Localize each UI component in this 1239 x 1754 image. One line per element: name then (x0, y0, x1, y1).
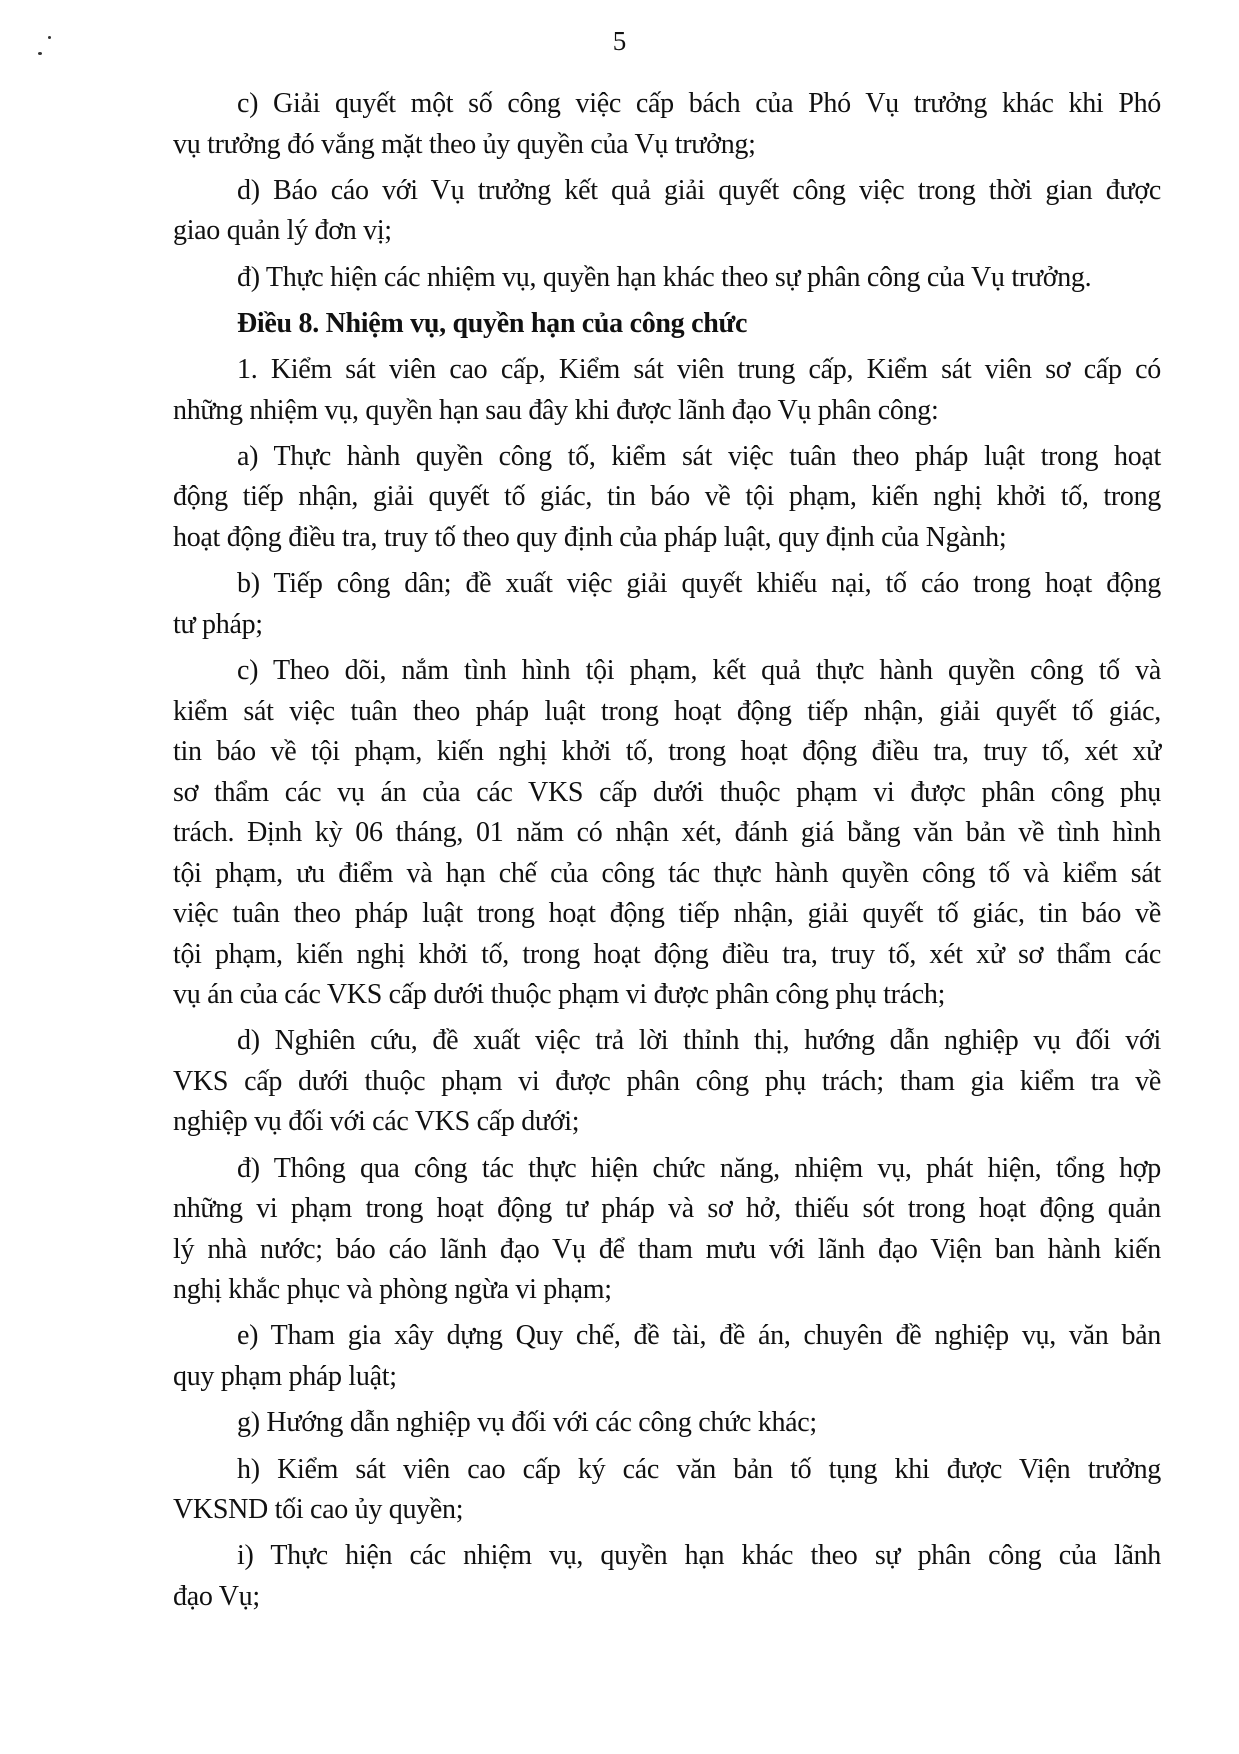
paragraph (173, 651, 1161, 1016)
text-line: vụ án của các VKS cấp dưới thuộc phạm vi được phân công phụ trách; (173, 979, 946, 1011)
paragraph (173, 1316, 1161, 1397)
text-line: nghiệp vụ đối với các VKS cấp dưới; (173, 1106, 580, 1138)
text-line: đ) Thực hiện các nhiệm vụ, quyền hạn khác theo sự phân công của Vụ trưởng. (237, 261, 1092, 293)
paragraph (173, 171, 1161, 252)
text-line: i) Thực hiện các nhiệm vụ, quyền hạn khác theo sự phân công của lãnh (237, 1540, 1161, 1572)
text-line: giao quản lý đơn vị; (173, 215, 392, 247)
text-line: nghị khắc phục và phòng ngừa vi phạm; (173, 1274, 612, 1306)
text-line: b) Tiếp công dân; đề xuất việc giải quyết khiếu nại, tố cáo trong hoạt động (237, 568, 1161, 600)
text-line: tin báo về tội phạm, kiến nghị khởi tố, trong hoạt động điều tra, truy tố, xét xử (173, 736, 1161, 768)
paragraph (173, 564, 1161, 645)
text-line: c) Theo dõi, nắm tình hình tội phạm, kết quả thực hành quyền công tố và (237, 655, 1161, 687)
text-line: đạo Vụ; (173, 1580, 260, 1612)
scan-speck (48, 36, 51, 39)
text-line: động tiếp nhận, giải quyết tố giác, tin báo về tội phạm, kiến nghị khởi tố, trong (173, 481, 1161, 513)
article-heading (173, 304, 1161, 345)
text-line: d) Báo cáo với Vụ trưởng kết quả giải quyết công việc trong thời gian được (237, 174, 1161, 206)
text-line: tội phạm, kiến nghị khởi tố, trong hoạt động điều tra, truy tố, xét xử sơ thẩm các (173, 938, 1161, 970)
paragraph (173, 1536, 1161, 1617)
text-line: 1. Kiểm sát viên cao cấp, Kiểm sát viên trung cấp, Kiểm sát viên sơ cấp có (237, 354, 1161, 386)
paragraph (173, 84, 1161, 165)
text-line: quy phạm pháp luật; (173, 1360, 397, 1392)
text-line: Điều 8. Nhiệm vụ, quyền hạn của công chức (237, 307, 748, 339)
text-line: việc tuân theo pháp luật trong hoạt động tiếp nhận, giải quyết tố giác, tin báo về (173, 898, 1161, 930)
text-line: e) Tham gia xây dựng Quy chế, đề tài, đề án, chuyên đề nghiệp vụ, văn bản (237, 1320, 1161, 1352)
text-line: lý nhà nước; báo cáo lãnh đạo Vụ để tham mưu với lãnh đạo Viện ban hành kiến (173, 1233, 1161, 1265)
text-line: d) Nghiên cứu, đề xuất việc trả lời thỉnh thị, hướng dẫn nghiệp vụ đối với (237, 1025, 1161, 1057)
paragraph (173, 350, 1161, 431)
page-number: 5 (612, 26, 627, 56)
scan-speck (38, 52, 42, 55)
text-line: tư pháp; (173, 608, 263, 640)
text-line: những vi phạm trong hoạt động tư pháp và sơ hở, thiếu sót trong hoạt động quản (173, 1193, 1161, 1225)
text-line: trách. Định kỳ 06 tháng, 01 năm có nhận xét, đánh giá bằng văn bản về tình hình (173, 817, 1161, 849)
text-line: h) Kiểm sát viên cao cấp ký các văn bản tố tụng khi được Viện trưởng (237, 1453, 1161, 1485)
paragraph (173, 258, 1161, 299)
text-line: VKS cấp dưới thuộc phạm vi được phân công phụ trách; tham gia kiểm tra về (173, 1065, 1161, 1097)
paragraph (173, 1149, 1161, 1311)
text-line: vụ trưởng đó vắng mặt theo ủy quyền của Vụ trưởng; (173, 128, 756, 160)
paragraph (173, 1403, 1161, 1444)
text-line: tội phạm, ưu điểm và hạn chế của công tác thực hành quyền công tố và kiểm sát (173, 857, 1161, 889)
text-line: sơ thẩm các vụ án của các VKS cấp dưới thuộc phạm vi được phân công phụ (173, 776, 1161, 808)
text-line: kiểm sát việc tuân theo pháp luật trong hoạt động tiếp nhận, giải quyết tố giác, (173, 695, 1161, 727)
text-line: c) Giải quyết một số công việc cấp bách của Phó Vụ trưởng khác khi Phó (237, 88, 1161, 119)
text-line: g) Hướng dẫn nghiệp vụ đối với các công chức khác; (237, 1407, 817, 1439)
text-line: VKSND tối cao ủy quyền; (173, 1494, 464, 1526)
text-line: những nhiệm vụ, quyền hạn sau đây khi được lãnh đạo Vụ phân công: (173, 394, 939, 426)
paragraph (173, 437, 1161, 559)
text-line: đ) Thông qua công tác thực hiện chức năng, nhiệm vụ, phát hiện, tổng hợp (237, 1152, 1161, 1184)
paragraph (173, 1450, 1161, 1531)
document-body (173, 84, 1161, 1623)
text-line: a) Thực hành quyền công tố, kiểm sát việc tuân theo pháp luật trong hoạt (237, 440, 1161, 472)
paragraph (173, 1021, 1161, 1143)
text-line: hoạt động điều tra, truy tố theo quy định của pháp luật, quy định của Ngành; (173, 521, 1007, 553)
